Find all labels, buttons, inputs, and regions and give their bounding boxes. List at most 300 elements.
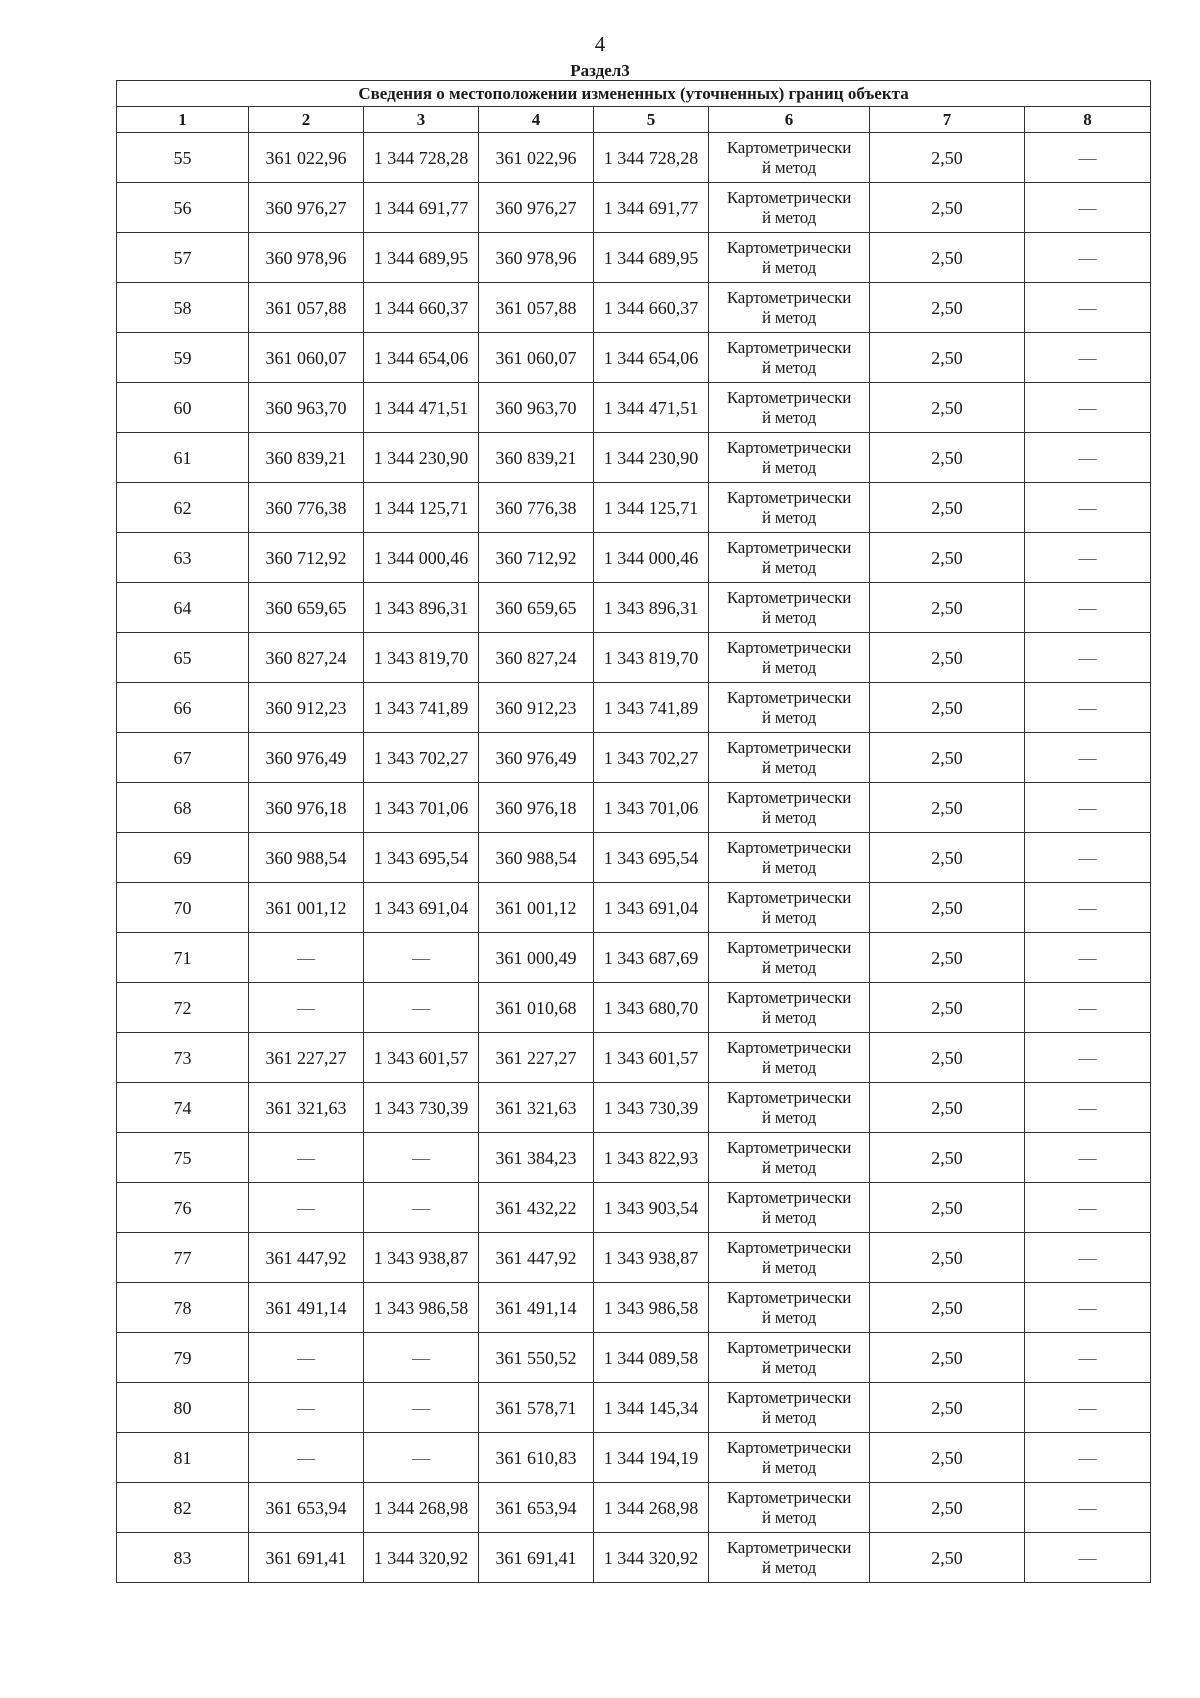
method-line-2: й метод [761, 1457, 817, 1477]
point-number-cell: 71 [117, 933, 249, 983]
method-cell [709, 333, 870, 383]
method-line-1: Картометрически [726, 487, 852, 507]
old-y-cell: 1 343 695,54 [364, 833, 479, 883]
old-x-cell: 360 963,70 [249, 383, 364, 433]
old-y-cell: — [364, 1433, 479, 1483]
point-number-cell: 67 [117, 733, 249, 783]
method-cell [709, 733, 870, 783]
old-x-cell: — [249, 1333, 364, 1383]
note-cell: — [1025, 483, 1151, 533]
old-x-cell: 360 827,24 [249, 633, 364, 683]
table-row [117, 633, 1151, 683]
accuracy-cell: 2,50 [870, 1133, 1025, 1183]
old-y-cell: 1 343 701,06 [364, 783, 479, 833]
note-cell: — [1025, 733, 1151, 783]
method-line-2: й метод [761, 707, 817, 727]
accuracy-cell: 2,50 [870, 633, 1025, 683]
old-y-cell: 1 343 730,39 [364, 1083, 479, 1133]
new-x-cell: 361 447,92 [479, 1233, 594, 1283]
accuracy-cell: 2,50 [870, 1083, 1025, 1133]
method-line-2: й метод [761, 1207, 817, 1227]
method-line-1: Картометрически [726, 987, 852, 1007]
new-x-cell: 361 384,23 [479, 1133, 594, 1183]
old-y-cell: — [364, 983, 479, 1033]
accuracy-cell: 2,50 [870, 1283, 1025, 1333]
method-cell [709, 983, 870, 1033]
note-cell: — [1025, 1183, 1151, 1233]
accuracy-cell: 2,50 [870, 233, 1025, 283]
method-cell [709, 1183, 870, 1233]
new-x-cell: 361 227,27 [479, 1033, 594, 1083]
old-x-cell: 361 227,27 [249, 1033, 364, 1083]
accuracy-cell: 2,50 [870, 733, 1025, 783]
note-cell: — [1025, 183, 1151, 233]
new-y-cell: 1 343 680,70 [594, 983, 709, 1033]
accuracy-cell: 2,50 [870, 833, 1025, 883]
method-line-2: й метод [761, 957, 817, 977]
new-y-cell: 1 344 691,77 [594, 183, 709, 233]
method-line-2: й метод [761, 657, 817, 677]
method-line-2: й метод [761, 207, 817, 227]
new-y-cell: 1 343 701,06 [594, 783, 709, 833]
old-y-cell: — [364, 1383, 479, 1433]
old-x-cell: — [249, 933, 364, 983]
method-line-1: Картометрически [726, 1187, 852, 1207]
table-row [117, 133, 1151, 183]
note-cell: — [1025, 133, 1151, 183]
method-line-1: Картометрически [726, 737, 852, 757]
old-x-cell: — [249, 1433, 364, 1483]
new-y-cell: 1 344 654,06 [594, 333, 709, 383]
method-line-2: й метод [761, 557, 817, 577]
point-number-cell: 62 [117, 483, 249, 533]
accuracy-cell: 2,50 [870, 783, 1025, 833]
new-x-cell: 360 712,92 [479, 533, 594, 583]
old-x-cell: 360 988,54 [249, 833, 364, 883]
method-cell [709, 633, 870, 683]
table-row [117, 783, 1151, 833]
point-number-cell: 61 [117, 433, 249, 483]
old-x-cell: 360 839,21 [249, 433, 364, 483]
old-x-cell: 361 060,07 [249, 333, 364, 383]
table-row [117, 433, 1151, 483]
note-cell: — [1025, 1233, 1151, 1283]
new-x-cell: 361 001,12 [479, 883, 594, 933]
new-x-cell: 361 057,88 [479, 283, 594, 333]
old-y-cell: — [364, 1133, 479, 1183]
method-line-1: Картометрически [726, 287, 852, 307]
method-cell [709, 833, 870, 883]
point-number-cell: 57 [117, 233, 249, 283]
point-number-cell: 76 [117, 1183, 249, 1233]
point-number-cell: 73 [117, 1033, 249, 1083]
column-number: 3 [364, 107, 479, 133]
old-y-cell: 1 343 691,04 [364, 883, 479, 933]
note-cell: — [1025, 1383, 1151, 1433]
table-row [117, 1183, 1151, 1233]
old-y-cell: 1 344 471,51 [364, 383, 479, 433]
method-line-1: Картометрически [726, 1487, 852, 1507]
old-x-cell: 360 976,18 [249, 783, 364, 833]
accuracy-cell: 2,50 [870, 683, 1025, 733]
accuracy-cell: 2,50 [870, 883, 1025, 933]
old-x-cell: — [249, 1383, 364, 1433]
method-line-2: й метод [761, 457, 817, 477]
table-row [117, 1533, 1151, 1583]
point-number-cell: 74 [117, 1083, 249, 1133]
new-y-cell: 1 344 145,34 [594, 1383, 709, 1433]
point-number-cell: 70 [117, 883, 249, 933]
column-number: 7 [870, 107, 1025, 133]
note-cell: — [1025, 533, 1151, 583]
new-x-cell: 361 653,94 [479, 1483, 594, 1533]
point-number-cell: 60 [117, 383, 249, 433]
table-caption: Сведения о местоположении измененных (уточненных) границ объекта [117, 81, 1151, 107]
point-number-cell: 59 [117, 333, 249, 383]
method-line-2: й метод [761, 1507, 817, 1527]
new-x-cell: 360 827,24 [479, 633, 594, 683]
old-y-cell: 1 344 000,46 [364, 533, 479, 583]
new-y-cell: 1 343 702,27 [594, 733, 709, 783]
method-line-1: Картометрически [726, 1287, 852, 1307]
new-y-cell: 1 344 471,51 [594, 383, 709, 433]
table-row [117, 383, 1151, 433]
method-line-1: Картометрически [726, 837, 852, 857]
table-row [117, 533, 1151, 583]
method-cell [709, 1083, 870, 1133]
point-number-cell: 55 [117, 133, 249, 183]
method-cell [709, 1533, 870, 1583]
method-cell [709, 133, 870, 183]
new-x-cell: 360 963,70 [479, 383, 594, 433]
accuracy-cell: 2,50 [870, 533, 1025, 583]
method-cell [709, 1283, 870, 1333]
accuracy-cell: 2,50 [870, 433, 1025, 483]
table-row [117, 1333, 1151, 1383]
old-x-cell: 361 491,14 [249, 1283, 364, 1333]
new-y-cell: 1 343 986,58 [594, 1283, 709, 1333]
new-x-cell: 360 839,21 [479, 433, 594, 483]
method-line-1: Картометрически [726, 687, 852, 707]
method-cell [709, 483, 870, 533]
note-cell: — [1025, 783, 1151, 833]
table-row [117, 1133, 1151, 1183]
point-number-cell: 75 [117, 1133, 249, 1183]
table-row [117, 883, 1151, 933]
section-title: Раздел3 [570, 61, 630, 80]
note-cell: — [1025, 1533, 1151, 1583]
method-cell [709, 683, 870, 733]
old-y-cell: 1 344 654,06 [364, 333, 479, 383]
method-line-2: й метод [761, 1257, 817, 1277]
table-row [117, 233, 1151, 283]
old-x-cell: 360 978,96 [249, 233, 364, 283]
coordinates-table [116, 80, 1151, 1583]
old-y-cell: 1 343 741,89 [364, 683, 479, 733]
method-line-2: й метод [761, 907, 817, 927]
method-line-1: Картометрически [726, 1037, 852, 1057]
method-line-1: Картометрически [726, 337, 852, 357]
table-row [117, 483, 1151, 533]
note-cell: — [1025, 1133, 1151, 1183]
point-number-cell: 66 [117, 683, 249, 733]
point-number-cell: 79 [117, 1333, 249, 1383]
method-line-2: й метод [761, 1357, 817, 1377]
method-cell [709, 583, 870, 633]
note-cell: — [1025, 883, 1151, 933]
old-y-cell: 1 343 896,31 [364, 583, 479, 633]
table-row [117, 733, 1151, 783]
method-line-1: Картометрически [726, 587, 852, 607]
method-line-2: й метод [761, 1107, 817, 1127]
method-line-1: Картометрически [726, 1087, 852, 1107]
note-cell: — [1025, 683, 1151, 733]
method-line-1: Картометрически [726, 1537, 852, 1557]
accuracy-cell: 2,50 [870, 983, 1025, 1033]
table-row [117, 1283, 1151, 1333]
old-x-cell: 361 057,88 [249, 283, 364, 333]
method-cell [709, 1233, 870, 1283]
method-cell [709, 433, 870, 483]
accuracy-cell: 2,50 [870, 1233, 1025, 1283]
new-x-cell: 360 976,49 [479, 733, 594, 783]
new-x-cell: 360 976,18 [479, 783, 594, 833]
point-number-cell: 58 [117, 283, 249, 333]
method-line-2: й метод [761, 507, 817, 527]
table-row [117, 183, 1151, 233]
old-x-cell: 361 691,41 [249, 1533, 364, 1583]
method-cell [709, 1433, 870, 1483]
note-cell: — [1025, 1433, 1151, 1483]
note-cell: — [1025, 1483, 1151, 1533]
table-row [117, 1383, 1151, 1433]
note-cell: — [1025, 1283, 1151, 1333]
column-number: 5 [594, 107, 709, 133]
new-x-cell: 360 978,96 [479, 233, 594, 283]
point-number-cell: 83 [117, 1533, 249, 1583]
method-line-2: й метод [761, 157, 817, 177]
method-line-2: й метод [761, 857, 817, 877]
method-line-1: Картометрически [726, 787, 852, 807]
old-y-cell: 1 344 125,71 [364, 483, 479, 533]
old-y-cell: 1 343 702,27 [364, 733, 479, 783]
new-y-cell: 1 344 728,28 [594, 133, 709, 183]
new-y-cell: 1 343 741,89 [594, 683, 709, 733]
old-x-cell: 361 447,92 [249, 1233, 364, 1283]
method-line-1: Картометрически [726, 187, 852, 207]
new-x-cell: 360 659,65 [479, 583, 594, 633]
method-cell [709, 1483, 870, 1533]
table-row [117, 283, 1151, 333]
method-line-2: й метод [761, 757, 817, 777]
old-y-cell: — [364, 933, 479, 983]
table-row [117, 333, 1151, 383]
new-y-cell: 1 344 320,92 [594, 1533, 709, 1583]
method-line-1: Картометрически [726, 237, 852, 257]
new-x-cell: 361 060,07 [479, 333, 594, 383]
method-line-1: Картометрически [726, 1387, 852, 1407]
table-row [117, 1033, 1151, 1083]
point-number-cell: 63 [117, 533, 249, 583]
point-number-cell: 72 [117, 983, 249, 1033]
old-y-cell: 1 343 601,57 [364, 1033, 479, 1083]
new-y-cell: 1 343 819,70 [594, 633, 709, 683]
table-row [117, 1233, 1151, 1283]
note-cell: — [1025, 1333, 1151, 1383]
method-line-1: Картометрически [726, 437, 852, 457]
table-row [117, 1433, 1151, 1483]
method-line-2: й метод [761, 307, 817, 327]
accuracy-cell: 2,50 [870, 583, 1025, 633]
note-cell: — [1025, 833, 1151, 883]
note-cell: — [1025, 333, 1151, 383]
method-line-1: Картометрически [726, 1137, 852, 1157]
new-x-cell: 361 491,14 [479, 1283, 594, 1333]
old-x-cell: 360 912,23 [249, 683, 364, 733]
method-line-2: й метод [761, 357, 817, 377]
point-number-cell: 77 [117, 1233, 249, 1283]
method-line-1: Картометрически [726, 1437, 852, 1457]
new-x-cell: 360 912,23 [479, 683, 594, 733]
old-y-cell: 1 344 230,90 [364, 433, 479, 483]
point-number-cell: 81 [117, 1433, 249, 1483]
old-y-cell: — [364, 1183, 479, 1233]
point-number-cell: 65 [117, 633, 249, 683]
page-number: 4 [594, 32, 606, 56]
old-x-cell: 360 976,27 [249, 183, 364, 233]
method-line-1: Картометрически [726, 537, 852, 557]
point-number-cell: 68 [117, 783, 249, 833]
column-number: 4 [479, 107, 594, 133]
column-number: 1 [117, 107, 249, 133]
note-cell: — [1025, 633, 1151, 683]
method-line-1: Картометрически [726, 1237, 852, 1257]
column-number: 8 [1025, 107, 1151, 133]
method-cell [709, 783, 870, 833]
column-number: 2 [249, 107, 364, 133]
method-line-1: Картометрически [726, 387, 852, 407]
accuracy-cell: 2,50 [870, 133, 1025, 183]
table-row [117, 1483, 1151, 1533]
new-y-cell: 1 343 938,87 [594, 1233, 709, 1283]
accuracy-cell: 2,50 [870, 1333, 1025, 1383]
method-cell [709, 1383, 870, 1433]
method-line-1: Картометрически [726, 137, 852, 157]
old-y-cell: 1 344 660,37 [364, 283, 479, 333]
new-x-cell: 360 988,54 [479, 833, 594, 883]
method-line-2: й метод [761, 1007, 817, 1027]
old-x-cell: 361 321,63 [249, 1083, 364, 1133]
new-y-cell: 1 344 125,71 [594, 483, 709, 533]
method-line-1: Картометрически [726, 1337, 852, 1357]
new-y-cell: 1 344 660,37 [594, 283, 709, 333]
point-number-cell: 56 [117, 183, 249, 233]
old-x-cell: — [249, 1183, 364, 1233]
new-y-cell: 1 343 691,04 [594, 883, 709, 933]
new-y-cell: 1 344 000,46 [594, 533, 709, 583]
new-x-cell: 361 550,52 [479, 1333, 594, 1383]
method-line-2: й метод [761, 257, 817, 277]
new-y-cell: 1 344 230,90 [594, 433, 709, 483]
note-cell: — [1025, 383, 1151, 433]
point-number-cell: 80 [117, 1383, 249, 1433]
accuracy-cell: 2,50 [870, 1183, 1025, 1233]
new-x-cell: 361 432,22 [479, 1183, 594, 1233]
old-x-cell: 361 001,12 [249, 883, 364, 933]
old-x-cell: 360 712,92 [249, 533, 364, 583]
new-x-cell: 360 976,27 [479, 183, 594, 233]
method-cell [709, 883, 870, 933]
old-y-cell: — [364, 1333, 479, 1383]
method-line-2: й метод [761, 1307, 817, 1327]
old-x-cell: 361 022,96 [249, 133, 364, 183]
note-cell: — [1025, 1083, 1151, 1133]
method-line-1: Картометрически [726, 937, 852, 957]
table-row [117, 1083, 1151, 1133]
old-x-cell: 360 659,65 [249, 583, 364, 633]
old-x-cell: 360 776,38 [249, 483, 364, 533]
point-number-cell: 82 [117, 1483, 249, 1533]
method-cell [709, 533, 870, 583]
method-line-2: й метод [761, 607, 817, 627]
accuracy-cell: 2,50 [870, 483, 1025, 533]
column-number: 6 [709, 107, 870, 133]
new-y-cell: 1 343 822,93 [594, 1133, 709, 1183]
accuracy-cell: 2,50 [870, 1483, 1025, 1533]
old-y-cell: 1 344 268,98 [364, 1483, 479, 1533]
new-y-cell: 1 344 268,98 [594, 1483, 709, 1533]
new-x-cell: 361 610,83 [479, 1433, 594, 1483]
old-y-cell: 1 344 728,28 [364, 133, 479, 183]
accuracy-cell: 2,50 [870, 183, 1025, 233]
table-row [117, 983, 1151, 1033]
new-x-cell: 361 010,68 [479, 983, 594, 1033]
method-line-1: Картометрически [726, 887, 852, 907]
method-cell [709, 383, 870, 433]
note-cell: — [1025, 933, 1151, 983]
method-cell [709, 1033, 870, 1083]
point-number-cell: 69 [117, 833, 249, 883]
old-y-cell: 1 344 320,92 [364, 1533, 479, 1583]
new-y-cell: 1 344 089,58 [594, 1333, 709, 1383]
method-line-2: й метод [761, 1057, 817, 1077]
method-line-2: й метод [761, 1407, 817, 1427]
method-line-2: й метод [761, 1157, 817, 1177]
new-y-cell: 1 343 903,54 [594, 1183, 709, 1233]
new-x-cell: 361 022,96 [479, 133, 594, 183]
old-x-cell: 360 976,49 [249, 733, 364, 783]
new-y-cell: 1 343 601,57 [594, 1033, 709, 1083]
method-line-2: й метод [761, 407, 817, 427]
old-x-cell: 361 653,94 [249, 1483, 364, 1533]
new-y-cell: 1 343 687,69 [594, 933, 709, 983]
accuracy-cell: 2,50 [870, 333, 1025, 383]
new-y-cell: 1 343 695,54 [594, 833, 709, 883]
new-y-cell: 1 344 194,19 [594, 1433, 709, 1483]
method-line-2: й метод [761, 1557, 817, 1577]
method-line-1: Картометрически [726, 637, 852, 657]
old-y-cell: 1 343 986,58 [364, 1283, 479, 1333]
old-y-cell: 1 344 691,77 [364, 183, 479, 233]
old-y-cell: 1 343 938,87 [364, 1233, 479, 1283]
point-number-cell: 78 [117, 1283, 249, 1333]
new-x-cell: 361 691,41 [479, 1533, 594, 1583]
new-x-cell: 361 321,63 [479, 1083, 594, 1133]
note-cell: — [1025, 583, 1151, 633]
method-cell [709, 933, 870, 983]
accuracy-cell: 2,50 [870, 1433, 1025, 1483]
new-y-cell: 1 343 730,39 [594, 1083, 709, 1133]
